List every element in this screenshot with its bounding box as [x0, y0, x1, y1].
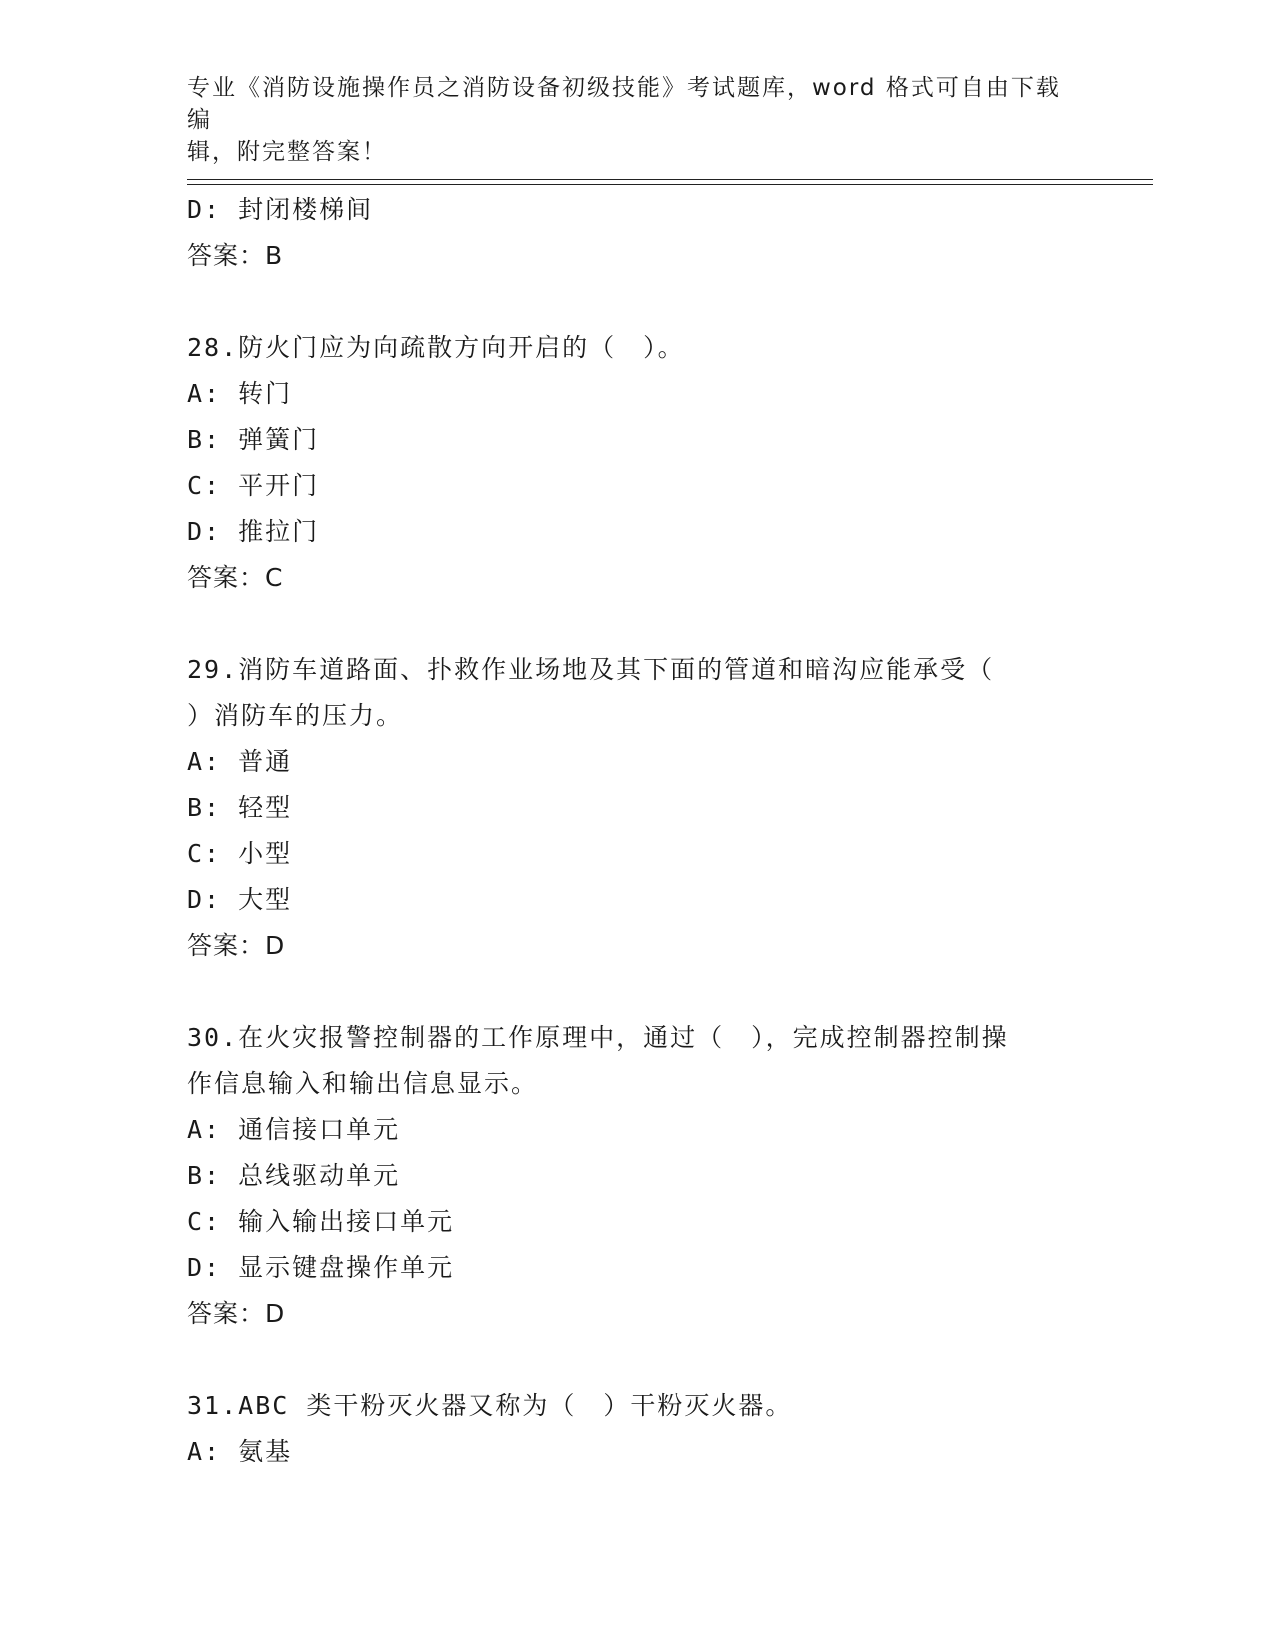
option-d: D: 大型 [187, 885, 293, 914]
option-d: D: 推拉门 [187, 517, 320, 546]
header-line-1: 专业《消防设施操作员之消防设备初级技能》考试题库，word 格式可自由下载编 [187, 75, 1061, 133]
option-c: C: 输入输出接口单元 [187, 1207, 455, 1236]
question-30 [187, 1015, 1087, 1337]
answer-line: 答案：D [187, 1299, 286, 1328]
option-a: A: 氨基 [187, 1437, 293, 1466]
option-c: C: 小型 [187, 839, 293, 868]
answer-line: 答案：D [187, 931, 286, 960]
header-divider-top [187, 179, 1153, 180]
option-b: B: 弹簧门 [187, 425, 320, 454]
question-stem-line-1: 29.消防车道路面、扑救作业场地及其下面的管道和暗沟应能承受（ [187, 655, 995, 684]
option-a: A: 通信接口单元 [187, 1115, 401, 1144]
question-28 [187, 325, 1087, 601]
option-a: A: 转门 [187, 379, 293, 408]
document-header [187, 72, 1077, 168]
question-29 [187, 647, 1087, 969]
question-list [187, 187, 1087, 1475]
question-stem-line-2: 作信息输入和输出信息显示。 [187, 1069, 539, 1098]
question-31 [187, 1383, 1087, 1475]
answer-line: 答案：B [187, 241, 284, 270]
option-b: B: 总线驱动单元 [187, 1161, 401, 1190]
question-stem-line-1: 30.在火灾报警控制器的工作原理中，通过（ ），完成控制器控制操 [187, 1023, 1009, 1052]
header-divider-bottom [187, 184, 1153, 185]
question-stem: 28.防火门应为向疏散方向开启的（ ）。 [187, 333, 685, 362]
question-stem: 31.ABC 类干粉灭火器又称为（ ）干粉灭火器。 [187, 1391, 793, 1420]
header-line-2: 辑，附完整答案！ [187, 139, 387, 165]
option-d: D: 封闭楼梯间 [187, 195, 374, 224]
question-stem-line-2: ）消防车的压力。 [187, 701, 404, 730]
answer-line: 答案：C [187, 563, 284, 592]
option-b: B: 轻型 [187, 793, 293, 822]
option-c: C: 平开门 [187, 471, 320, 500]
option-d: D: 显示键盘操作单元 [187, 1253, 455, 1282]
option-a: A: 普通 [187, 747, 293, 776]
